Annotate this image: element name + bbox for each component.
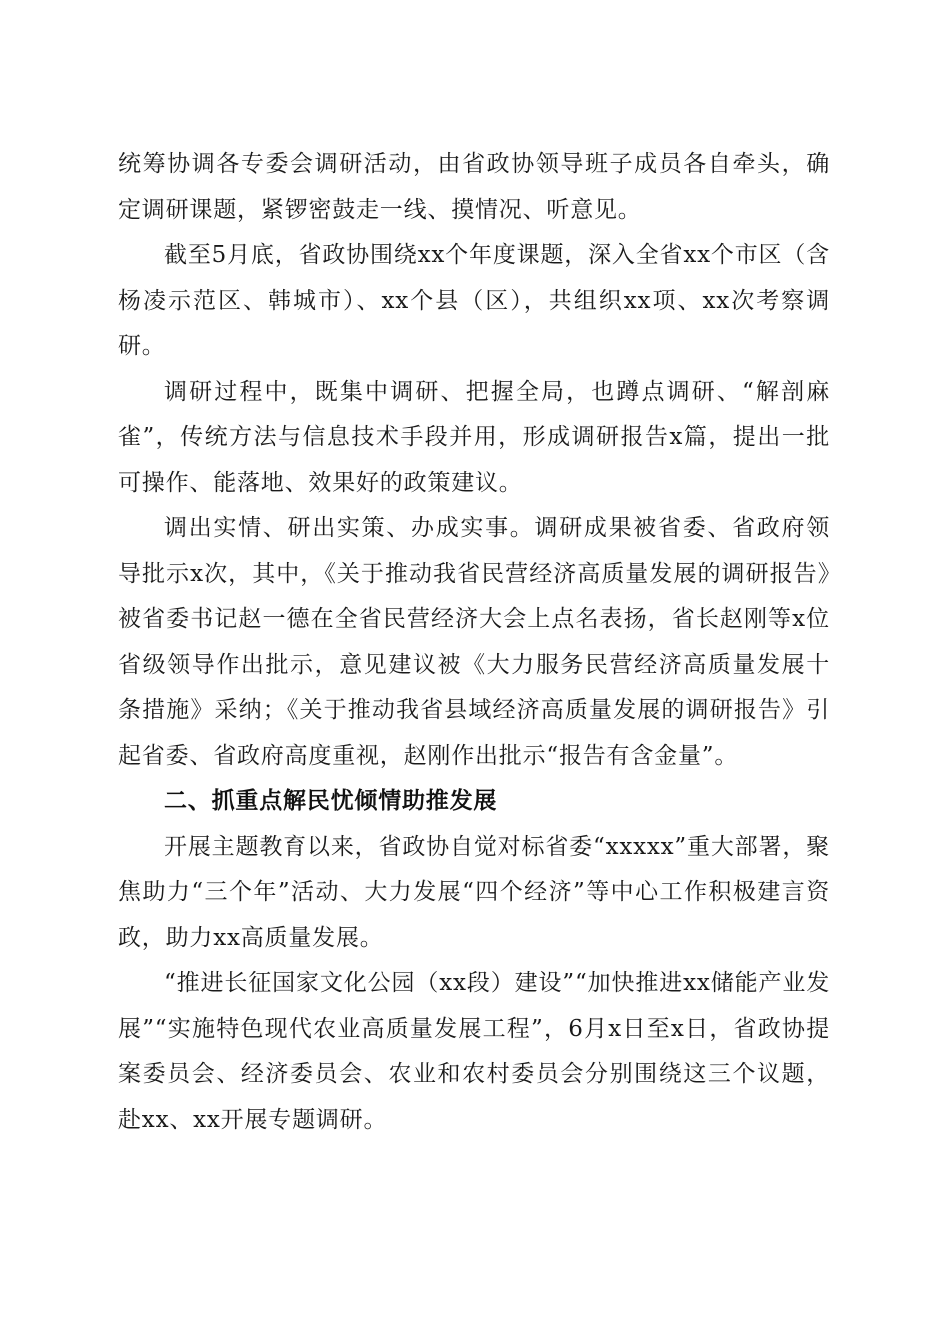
paragraph-4: 调出实情、研出实策、办成实事。调研成果被省委、省政府领导批示x次，其中，《关于推动我省民营经济高质量发展的调研报告》被省委书记赵一德在全省民营经济大会上点名表扬，省长赵刚等x位省级领导作出批示，意见建议被《大力服务民营经济高质量发展十条措施》采纳；《关于推动我省县域经济高质量发展的调研报告》引起省委、省政府高度重视，赵刚作出批示“报告有含金量”。 bbox=[118, 515, 830, 769]
document-body bbox=[118, 142, 830, 1143]
paragraph-2: 截至5月底，省政协围绕xx个年度课题，深入全省xx个市区（含杨凌示范区、韩城市）、xx个县（区），共组织xx项、xx次考察调研。 bbox=[118, 242, 830, 359]
paragraph-3: 调研过程中，既集中调研、把握全局，也蹲点调研、“解剖麻雀”，传统方法与信息技术手段并用，形成调研报告x篇，提出一批可操作、能落地、效果好的政策建议。 bbox=[118, 378, 830, 496]
paragraph-1: 统筹协调各专委会调研活动，由省政协领导班子成员各自牵头，确定调研课题，紧锣密鼓走一线、摸情况、听意见。 bbox=[118, 151, 830, 223]
paragraph-6: “推进长征国家文化公园（xx段）建设”“加快推进xx储能产业发展”“实施特色现代农业高质量发展工程”，6月x日至x日，省政协提案委员会、经济委员会、农业和农村委员会分别围绕这三个议题，赴xx、xx开展专题调研。 bbox=[118, 970, 830, 1133]
section-heading: 二、抓重点解民忧倾情助推发展 bbox=[164, 788, 498, 814]
paragraph-5: 开展主题教育以来，省政协自觉对标省委“xxxxx”重大部署，聚焦助力“三个年”活动、大力发展“四个经济”等中心工作积极建言资政，助力xx高质量发展。 bbox=[118, 833, 830, 951]
